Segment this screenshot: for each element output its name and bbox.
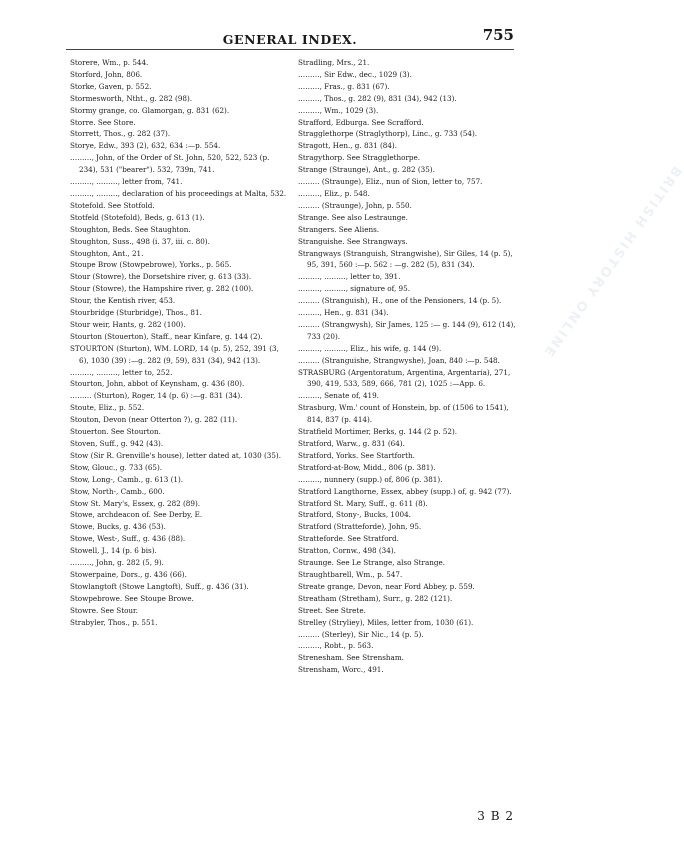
index-entry: Strasburg, Wm.' count of Honstein, bp. of (1506 to 1541), 814, 837 (p. 414). <box>298 403 509 425</box>
index-entry: ……… (Stranguish), H., one of the Pensioners, 14 (p. 5). <box>298 296 502 306</box>
index-entry: ………, ………, Eliz., his wife, g. 144 (9). <box>298 343 442 353</box>
index-entry: Stratford-at-Bow, Midd., 806 (p. 381). <box>298 462 436 472</box>
index-entry: Stormesworth, Ntht., g. 282 (98). <box>70 93 193 103</box>
index-entry: Stratford (Stratteforde), John, 95. <box>298 522 422 532</box>
index-entry: Stormy grange, co. Glamorgan, g. 831 (62). <box>70 105 230 115</box>
index-entry: Stowlangtoft (Stowe Langtoft), Suff., g. 436 (31). <box>70 581 249 591</box>
index-entry: Stouton, Devon (near Otterton ?), g. 282 (11). <box>70 415 238 425</box>
index-entry: Stoughton, Beds. See Staughton. <box>70 224 191 234</box>
index-entry: Storrett, Thos., g. 282 (37). <box>70 129 171 139</box>
index-entry: ………, Thos., g. 282 (9), 831 (34), 942 (13). <box>298 93 457 103</box>
index-entry: Strabyler, Thos., p. 551. <box>70 617 158 627</box>
index-entry: Stowe, Bucks, g. 436 (53). <box>70 522 166 532</box>
index-entry: Storye, Edw., 393 (2), 632, 634 :—p. 554. <box>70 141 221 151</box>
index-entry: Storre. See Store. <box>70 117 136 127</box>
index-entry: ……… (Sterley), Sir Nic., 14 (p. 5). <box>298 629 424 639</box>
index-entry: Streatham (Stretham), Surr., g. 282 (121). <box>298 593 453 603</box>
index-entry: Stow, North-, Camb., 600. <box>70 486 165 496</box>
index-column-right <box>298 57 516 676</box>
index-entry: Stragythorp. See Stragglethorpe. <box>298 153 421 163</box>
index-entry: Stow St. Mary's, Essex, g. 282 (89). <box>70 498 201 508</box>
header-rule <box>66 49 514 50</box>
index-entry: Stoute, Eliz., p. 552. <box>70 403 145 413</box>
index-entry: Stour (Stowre), the Dorsetshire river, g. 613 (33). <box>70 272 252 282</box>
index-entry: ……… (Strangwysh), Sir James, 125 :— g. 144 (9), 612 (14), 733 (20). <box>298 319 516 341</box>
index-entry: Strangways (Stranguish, Strangwishe), Sir Giles, 14 (p. 5), 95, 391, 560 :—p. 562 : —g. 282 (5), 831 (34). <box>298 248 513 270</box>
index-entry: Stratteforde. See Stratford. <box>298 534 399 544</box>
index-entry: ……… (Stranguishe, Strangwyshe), Joan, 840 :—p. 548. <box>298 355 500 365</box>
index-entry: Stratford, Yorks. See Startforth. <box>298 450 415 460</box>
index-entry: ……… (Straunge), John, p. 550. <box>298 200 412 210</box>
index-entry: ………, Wm., 1029 (3). <box>298 105 379 115</box>
index-entry: Strelley (Stryliey), Miles, letter from, 1030 (61). <box>298 617 474 627</box>
index-entry: Stour, the Kentish river, 453. <box>70 296 176 306</box>
index-entry: Strenesham. See Strensham. <box>298 653 404 663</box>
signature-mark: 3 B 2 <box>477 809 514 823</box>
index-entry: Stow, Long-, Camb., g. 613 (1). <box>70 474 184 484</box>
index-entry: ………, nunnery (supp.) of, 806 (p. 381). <box>298 474 443 484</box>
index-entry: Stragott, Hen., g. 831 (84). <box>298 141 398 151</box>
index-entry: Stour weir, Hants, g. 282 (100). <box>70 319 186 329</box>
index-entry: Storford, John, 806. <box>70 69 143 79</box>
index-entry: Street. See Strete. <box>298 605 366 615</box>
index-entry: Stowpebrowe. See Stoupe Browe. <box>70 593 194 603</box>
index-entry: ……… (Sturton), Roger, 14 (p. 6) :—g. 831 (34). <box>70 391 243 401</box>
index-entry: Strangers. See Aliens. <box>298 224 380 234</box>
watermark: BRITISH HISTORY ONLINE <box>539 163 684 361</box>
index-entry: ………, John, g. 282 (5, 9). <box>70 558 164 568</box>
index-entry: Stratford Langthorne, Essex, abbey (supp.) of, g. 942 (77). <box>298 486 512 496</box>
index-entry: ………, ………, declaration of his proceedings at Malta, 532. <box>70 188 287 198</box>
index-entry: Stourton (Stouerton), Staff., near Kinfare, g. 144 (2). <box>70 331 263 341</box>
index-entry: ………, ………, letter to, 391. <box>298 272 401 282</box>
index-entry: Stoupe Brow (Stowpebrowe), Yorks., p. 565. <box>70 260 232 270</box>
index-column-left <box>70 57 288 629</box>
index-entry: Stowe, archdeacon of. See Derby, E. <box>70 510 203 520</box>
index-entry: ………, Hen., g. 831 (34). <box>298 308 389 318</box>
index-entry: Stoven, Suff., g. 942 (43). <box>70 439 164 448</box>
index-entry: Stratford, Stony-, Bucks, 1004. <box>298 510 411 520</box>
index-entry: ………, Fras., g. 831 (67). <box>298 81 390 91</box>
index-entry: Streate grange, Devon, near Ford Abbey, p. 559. <box>298 581 475 591</box>
running-title: GENERAL INDEX. <box>222 32 358 47</box>
index-entry: Stowe, West-, Suff., g. 436 (88). <box>70 534 186 544</box>
index-entry: ………, John, of the Order of St. John, 520, 522, 523 (p. 234), 531 ("bearer"). 532, 739n, 741. <box>70 153 270 175</box>
index-entry: Strange (Straunge), Ant., g. 282 (35). <box>298 165 435 175</box>
index-entry: Stradling, Mrs., 21. <box>298 58 370 67</box>
index-entry: Stotefold. See Stotfold. <box>70 200 155 210</box>
index-entry: Stranguishe. See Strangways. <box>298 236 408 246</box>
index-entry: Stratton, Cornw., 498 (34). <box>298 546 396 556</box>
index-entry: Strensham, Worc., 491. <box>298 665 384 675</box>
index-entry: ………, Senate of, 419. <box>298 391 379 401</box>
index-entry: Stratfield Mortimer, Berks, g. 144 (2 p. 52). <box>298 427 458 437</box>
index-entry: ………, Sir Edw., dec., 1029 (3). <box>298 69 412 79</box>
index-entry: ………, Robt., p. 563. <box>298 641 374 651</box>
index-entry: Stowerpaine, Dors., g. 436 (66). <box>70 569 187 579</box>
index-entry: STOURTON (Sturton), WM. LORD, 14 (p. 5), 252, 391 (3, 6), 1030 (39) :—g. 282 (9, 59), 831 (34), 942 (13). <box>70 343 279 365</box>
index-entry: Straughtbarell, Wm., p. 547. <box>298 569 403 579</box>
index-entry: Stourbridge (Sturbridge), Thos., 81. <box>70 308 202 318</box>
index-entry: Stourton, John, abbot of Keynsham, g. 436 (80). <box>70 379 245 389</box>
page-number: 755 <box>482 26 514 44</box>
index-entry: Stour (Stowre), the Hampshire river, g. 282 (100). <box>70 284 254 294</box>
page-header <box>66 22 514 52</box>
index-entry: ………, ………, signature of, 95. <box>298 284 410 294</box>
index-entry: ……… (Straunge), Eliz., nun of Sion, letter to, 757. <box>298 177 483 187</box>
index-entry: Stouerton. See Stourton. <box>70 427 161 437</box>
index-entry: Strafford, Edburga. See Scrafford. <box>298 117 424 127</box>
index-entry: Stotfeld (Stotefold), Beds, g. 613 (1). <box>70 212 205 222</box>
index-entry: Straunge. See Le Strange, also Strange. <box>298 558 446 568</box>
index-entry: Stowre. See Stour. <box>70 605 138 615</box>
index-entry: ………, ………, letter to, 252. <box>70 367 173 377</box>
index-entry: Strange. See also Lestraunge. <box>298 212 408 222</box>
index-entry: Stratford St. Mary, Suff., g. 611 (8). <box>298 498 428 508</box>
index-entry: Stoughton, Ant., 21. <box>70 248 144 258</box>
index-entry: Stratford, Warw., g. 831 (64). <box>298 439 405 448</box>
index-entry: Storke, Gaven, p. 552. <box>70 81 152 91</box>
index-entry: Storere, Wm., p. 544. <box>70 58 149 67</box>
index-entry: Stragglethorpe (Straglythorp), Linc., g. 733 (54). <box>298 129 478 139</box>
index-entry: ………, Eliz., p. 548. <box>298 188 370 198</box>
index-entry: ………, ………, letter from, 741. <box>70 177 183 187</box>
index-entry: Stoughton, Suss., 498 (i. 37, iii. c. 80). <box>70 236 210 246</box>
index-entry: Stow (Sir R. Grenville's house), letter dated at, 1030 (35). <box>70 450 281 460</box>
index-entry: Stow, Glouc., g. 733 (65). <box>70 462 163 472</box>
index-entry: Stowell, J., 14 (p. 6 bis). <box>70 546 157 556</box>
index-entry: STRASBURG (Argentoratum, Argentina, Argentaria), 271, 390, 419, 533, 589, 666, 781 (2), 1025 :—App. 6. <box>298 367 511 389</box>
